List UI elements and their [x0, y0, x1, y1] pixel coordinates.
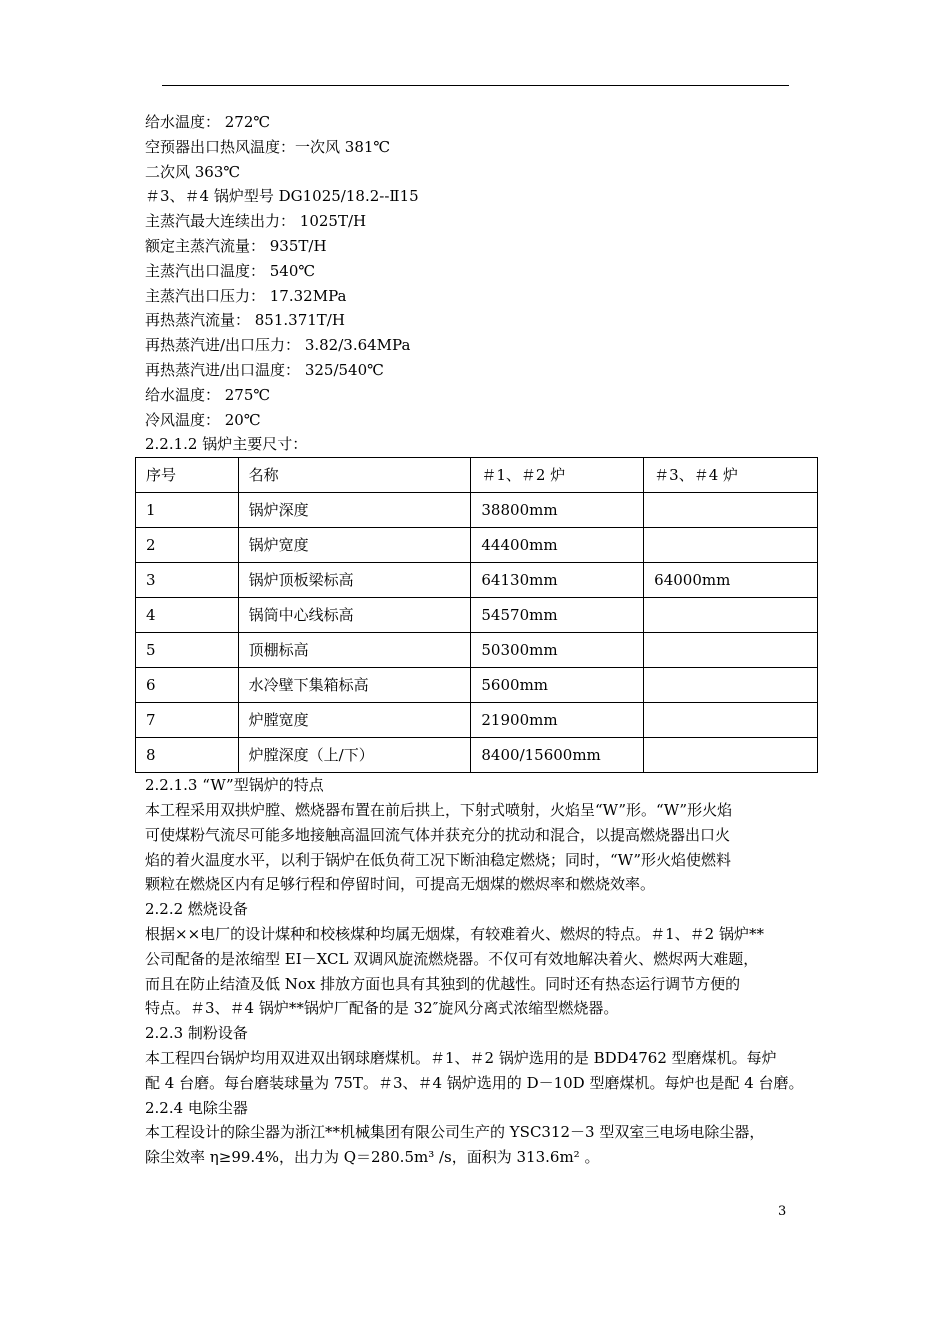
table-cell: 8	[136, 738, 239, 773]
paragraph-line: 配 4 台磨。每台磨装球量为 75T。＃3、＃4 锅炉选用的 D－10D 型磨煤机。每炉也是配 4 台磨。	[145, 1073, 804, 1092]
table-cell: 54570mm	[471, 598, 644, 633]
table-cell: 44400mm	[471, 528, 644, 563]
table-cell: 水冷壁下集箱标高	[238, 668, 471, 703]
header-cell: 序号	[136, 458, 239, 493]
spec-line: 额定主蒸汽流量： 935T/H	[145, 236, 327, 255]
table-row	[136, 563, 818, 598]
table-cell: 锅炉宽度	[238, 528, 471, 563]
table-cell: 锅筒中心线标高	[238, 598, 471, 633]
spec-line: 主蒸汽出口压力： 17.32MPa	[145, 286, 347, 305]
table-cell: 6	[136, 668, 239, 703]
paragraph-line: 焰的着火温度水平，以利于锅炉在低负荷工况下断油稳定燃烧；同时，“W”形火焰使燃料	[145, 850, 732, 869]
paragraph-line: 特点。＃3、＃4 锅炉**锅炉厂配备的是 32″旋风分离式浓缩型燃烧器。	[145, 999, 619, 1018]
table-cell	[644, 703, 818, 738]
table-cell: 8400/15600mm	[471, 738, 644, 773]
table-cell	[644, 738, 818, 773]
section-heading: 2.2.3 制粉设备	[145, 1024, 248, 1043]
table-cell: 2	[136, 528, 239, 563]
table-cell: 50300mm	[471, 633, 644, 668]
table-cell	[644, 598, 818, 633]
spec-line: 二次风 363℃	[145, 162, 241, 181]
header-cell: 名称	[238, 458, 471, 493]
table-cell: 1	[136, 493, 239, 528]
table-row	[136, 633, 818, 668]
spec-line: 空预器出口热风温度：一次风 381℃	[145, 137, 391, 156]
paragraph-line: 本工程四台锅炉均用双进双出钢球磨煤机。＃1、＃2 锅炉选用的是 BDD4762 型磨煤机。每炉	[145, 1048, 777, 1067]
table-row	[136, 493, 818, 528]
table-row	[136, 598, 818, 633]
table-row	[136, 528, 818, 563]
table-cell: 64130mm	[471, 563, 644, 598]
spec-line: 再热蒸汽流量： 851.371T/H	[145, 311, 345, 330]
header-rule	[162, 85, 789, 86]
table-cell	[644, 493, 818, 528]
table-cell: 锅炉深度	[238, 493, 471, 528]
page-content	[145, 110, 820, 1170]
table-cell: 3	[136, 563, 239, 598]
table-cell: 炉膛宽度	[238, 703, 471, 738]
boiler-dimension-table	[135, 457, 818, 773]
spec-line: 给水温度： 272℃	[145, 113, 271, 131]
paragraph-line: 公司配备的是浓缩型 EI－XCL 双调风旋流燃烧器。不仅可有效地解决着火、燃烬两大难题，	[145, 949, 759, 968]
spec-line: 主蒸汽出口温度： 540℃	[145, 261, 316, 280]
table-cell: 7	[136, 703, 239, 738]
paragraph-line: 除尘效率 η≥99.4%，出力为 Q＝280.5m³ /s，面积为 313.6m² 。	[145, 1148, 600, 1167]
table-cell: 5	[136, 633, 239, 668]
table-cell: 5600mm	[471, 668, 644, 703]
header-cell: ＃3、＃4 炉	[644, 458, 818, 493]
table-cell	[644, 528, 818, 563]
spec-line: ＃3、＃4 锅炉型号 DG1025/18.2--Ⅱ15	[145, 187, 419, 206]
table-row	[136, 738, 818, 773]
section-heading: 2.2.1.3 “W”型锅炉的特点	[145, 776, 324, 795]
section-heading: 2.2.2 燃烧设备	[145, 900, 248, 919]
table-cell: 锅炉顶板梁标高	[238, 563, 471, 598]
spec-line: 再热蒸汽进/出口压力： 3.82/3.64MPa	[145, 336, 411, 355]
table-cell: 顶棚标高	[238, 633, 471, 668]
paragraph-line: 可使煤粉气流尽可能多地接触高温回流气体并获充分的扰动和混合，以提高燃烧器出口火	[145, 825, 731, 844]
paragraph-line: 本工程设计的除尘器为浙江**机械集团有限公司生产的 YSC312－3 型双室三电场电除尘器，	[145, 1123, 765, 1142]
spec-line: 再热蒸汽进/出口温度： 325/540℃	[145, 360, 384, 379]
table-header-row	[136, 458, 818, 493]
paragraph-line: 颗粒在燃烧区内有足够行程和停留时间，可提高无烟煤的燃烬率和燃烧效率。	[145, 875, 656, 894]
paragraph-line: 根据××电厂的设计煤种和校核煤种均属无烟煤，有较难着火、燃烬的特点。＃1、＃2 锅炉**	[145, 924, 764, 943]
table-cell	[644, 633, 818, 668]
table-cell: 38800mm	[471, 493, 644, 528]
section-heading: 2.2.4 电除尘器	[145, 1098, 248, 1117]
header-cell: ＃1、＃2 炉	[471, 458, 644, 493]
paragraph-line: 而且在防止结渣及低 Nox 排放方面也具有其独到的优越性。同时还有热态运行调节方便的	[145, 974, 741, 993]
table-cell: 21900mm	[471, 703, 644, 738]
table-cell: 炉膛深度（上/下）	[238, 738, 471, 773]
spec-line: 冷风温度： 20℃	[145, 410, 261, 429]
table-cell: 64000mm	[644, 563, 818, 598]
table-cell	[644, 668, 818, 703]
spec-line: 主蒸汽最大连续出力： 1025T/H	[145, 212, 367, 231]
table-row	[136, 703, 818, 738]
table-title: 2.2.1.2 锅炉主要尺寸：	[145, 435, 308, 454]
page-number: 3	[778, 1204, 787, 1219]
table-cell: 4	[136, 598, 239, 633]
paragraph-line: 本工程采用双拱炉膛、燃烧器布置在前后拱上，下射式喷射，火焰呈“W”形。“W”形火焰	[145, 800, 733, 819]
table-row	[136, 668, 818, 703]
spec-line: 给水温度： 275℃	[145, 385, 271, 404]
